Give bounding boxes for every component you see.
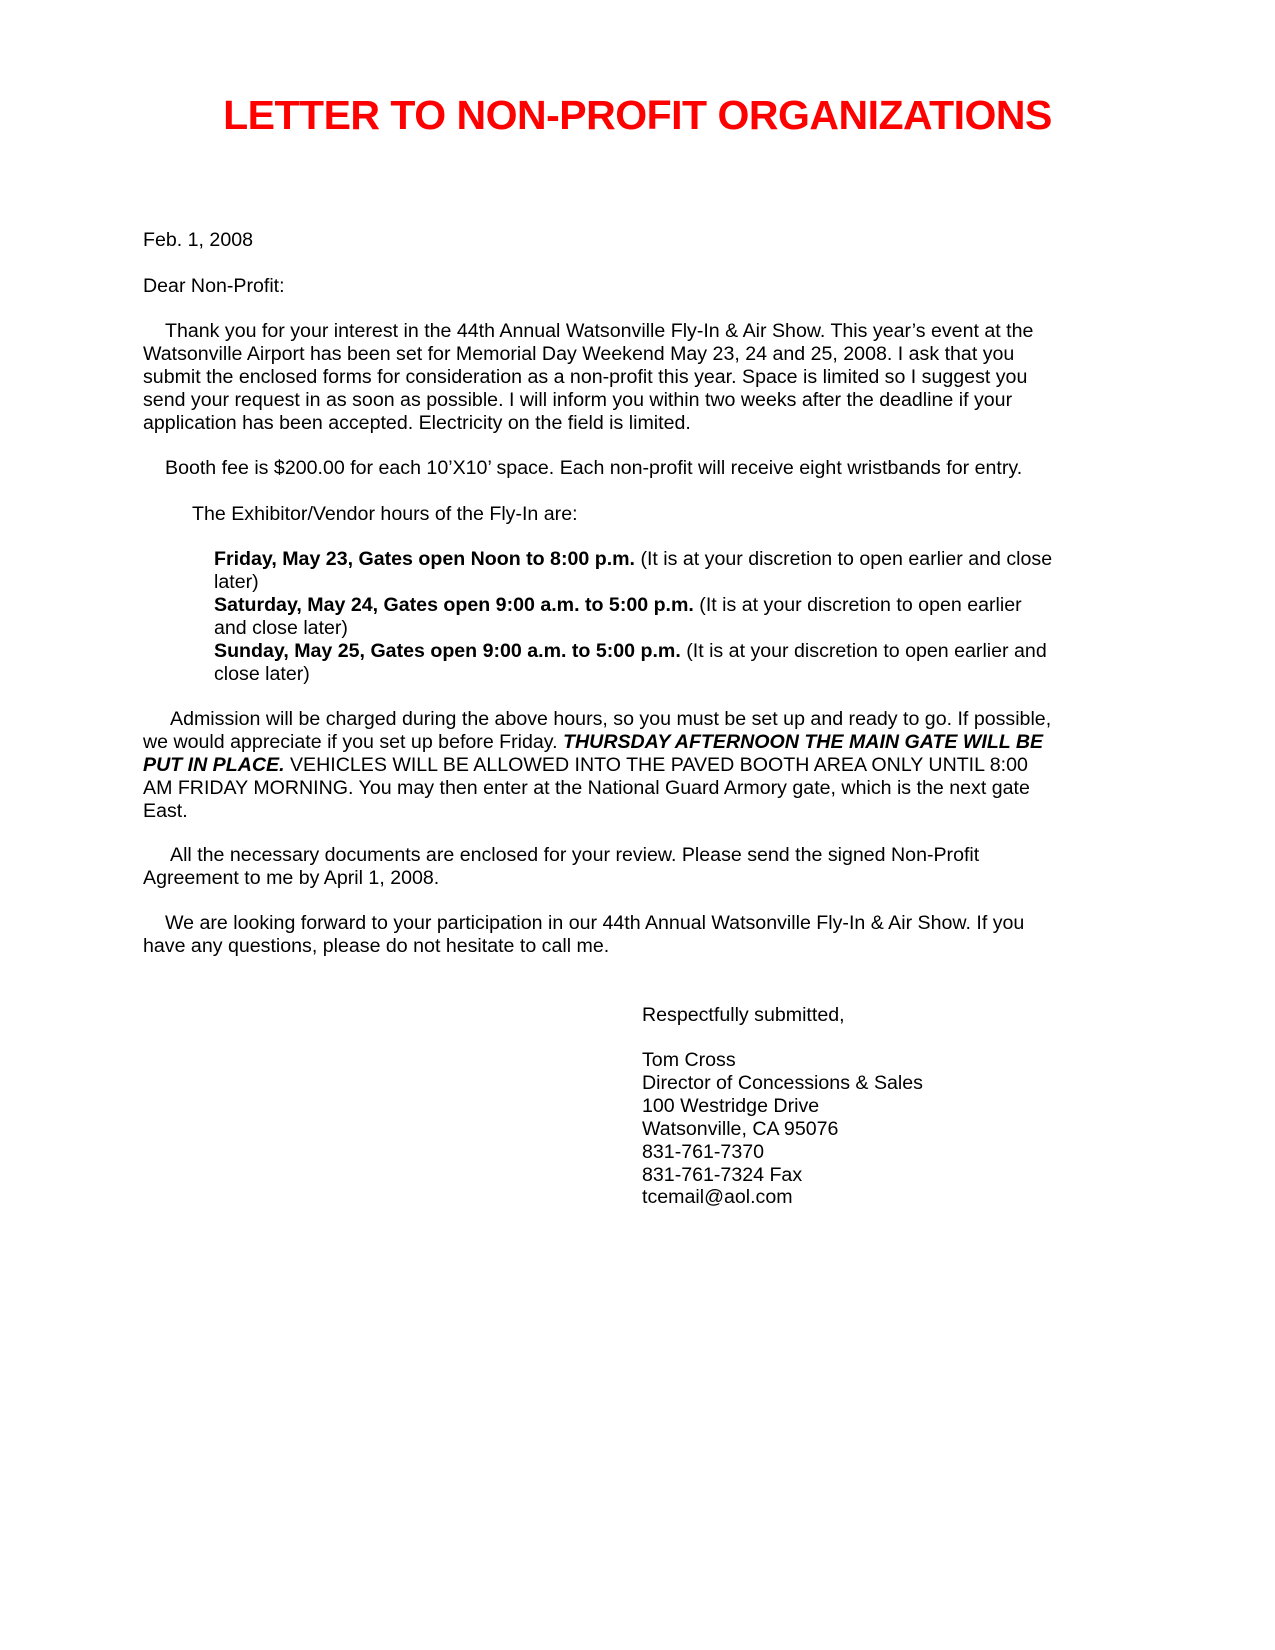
paragraph-booth-fee: Booth fee is $200.00 for each 10’X10’ space. Each non-profit will receive eight wristbands for entry. — [165, 457, 1023, 479]
sender-fax: 831-761-7324 Fax — [642, 1163, 803, 1186]
text-line: PUT IN PLACE. VEHICLES WILL BE ALLOWED INTO THE PAVED BOOTH AREA ONLY UNTIL 8:00 — [143, 753, 1028, 776]
signature-block — [642, 1049, 923, 1209]
text-line: All the necessary documents are enclosed for your review. Please send the signed Non-Profit — [170, 844, 980, 866]
text-line: We are looking forward to your participation in our 44th Annual Watsonville Fly-In & Air Show. If you — [165, 912, 1025, 934]
text-line: Admission will be charged during the above hours, so you must be set up and ready to go. If possible, — [170, 708, 1052, 730]
paragraph-hours-intro: The Exhibitor/Vendor hours of the Fly-In are: — [192, 503, 578, 525]
paragraph-closing — [143, 912, 1024, 958]
sender-phone: 831-761-7370 — [642, 1140, 765, 1163]
text-line: Agreement to me by April 1, 2008. — [143, 866, 440, 889]
text-line: we would appreciate if you set up before Friday. THURSDAY AFTERNOON THE MAIN GATE WILL BE — [143, 730, 1044, 753]
text-line: submit the enclosed forms for consideration as a non-profit this year. Space is limited so I suggest you — [143, 365, 1028, 388]
text-line: close later) — [214, 662, 310, 685]
sender-email: tcemail@aol.com — [642, 1186, 793, 1209]
text-line: and close later) — [214, 616, 348, 639]
closing-phrase: Respectfully submitted, — [642, 1004, 845, 1026]
letter-date: Feb. 1, 2008 — [143, 229, 254, 251]
paragraph-admission — [143, 708, 1051, 823]
schedule-list — [214, 548, 1052, 685]
schedule-item-saturday: Saturday, May 24, Gates open 9:00 a.m. to 5:00 p.m. (It is at your discretion to open earlier — [214, 593, 1022, 616]
schedule-item-sunday: Sunday, May 25, Gates open 9:00 a.m. to 5:00 p.m. (It is at your discretion to open earlier and — [214, 639, 1047, 662]
letter-title: LETTER TO NON-PROFIT ORGANIZATIONS — [223, 92, 1052, 138]
schedule-item-friday: Friday, May 23, Gates open Noon to 8:00 p.m. (It is at your discretion to open earlier and close — [214, 548, 1053, 570]
text-line: have any questions, please do not hesitate to call me. — [143, 934, 610, 957]
sender-title: Director of Concessions & Sales — [642, 1071, 923, 1094]
salutation: Dear Non-Profit: — [143, 275, 285, 297]
text-line: East. — [143, 799, 188, 822]
sender-street: 100 Westridge Drive — [642, 1094, 820, 1117]
sender-city: Watsonville, CA 95076 — [642, 1117, 839, 1140]
text-line: send your request in as soon as possible. I will inform you within two weeks after the deadline if your — [143, 388, 1013, 411]
text-line: Watsonville Airport has been set for Memorial Day Weekend May 23, 24 and 25, 2008. I ask that you — [143, 342, 1015, 365]
text-line: later) — [214, 570, 259, 593]
text-line: AM FRIDAY MORNING. You may then enter at the National Guard Armory gate, which is the next gate — [143, 776, 1030, 799]
sender-name: Tom Cross — [642, 1049, 736, 1071]
text-line: application has been accepted. Electricity on the field is limited. — [143, 411, 691, 434]
paragraph-intro — [143, 320, 1033, 435]
text-line: Thank you for your interest in the 44th Annual Watsonville Fly-In & Air Show. This year’s event at the — [165, 320, 1034, 342]
paragraph-documents — [143, 844, 979, 890]
